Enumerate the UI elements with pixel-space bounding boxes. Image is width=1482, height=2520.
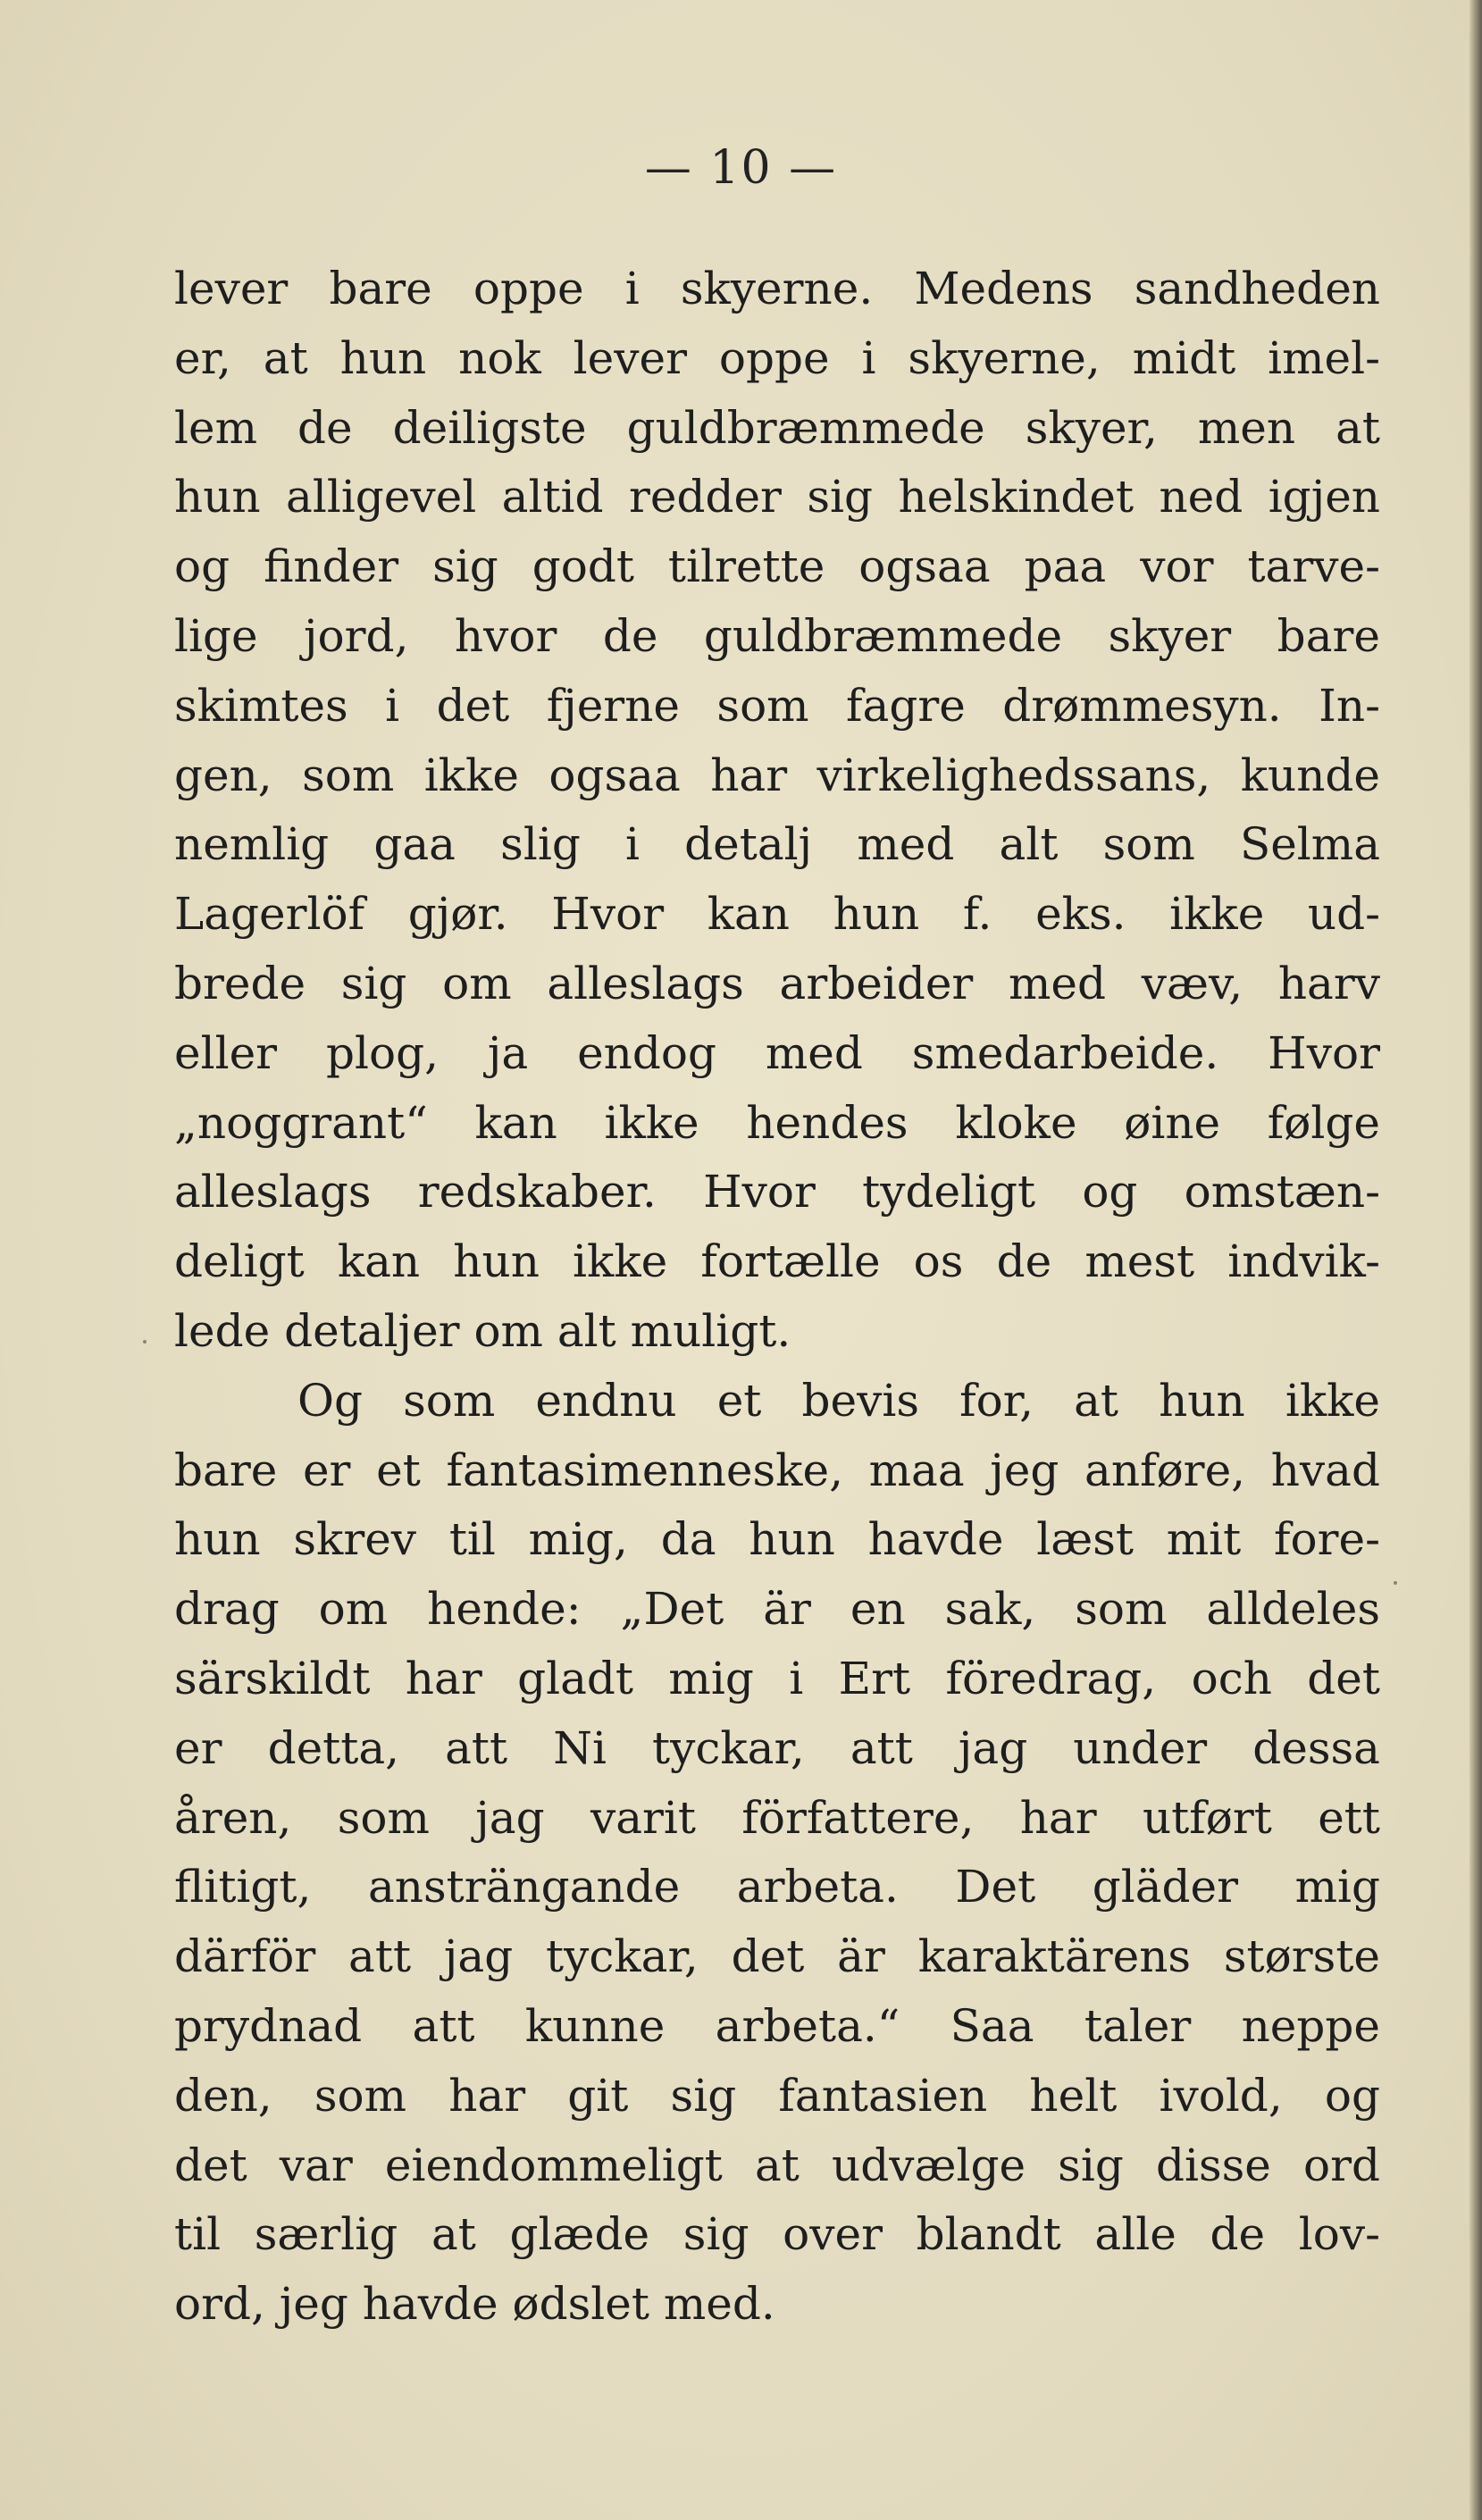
text-line: hun alligevel altid redder sig helskindet ned igjen [174, 471, 1380, 523]
text-line: prydnad att kunne arbeta.“ Saa taler neppe [174, 1999, 1380, 2052]
paper-speck [143, 1340, 147, 1344]
text-line: brede sig om alleslags arbeider med væv, harv [174, 957, 1380, 1009]
text-line: er detta, att Ni tyckar, att jag under dessa [174, 1721, 1380, 1774]
text-line: Lagerlöf gjør. Hvor kan hun f. eks. ikke ud- [174, 888, 1380, 941]
text-line: särskildt har gladt mig i Ert föredrag, och det [174, 1652, 1380, 1704]
text-line: den, som har git sig fantasien helt ivold, og [174, 2069, 1380, 2122]
text-line: hun skrev til mig, da hun havde læst mit fore- [174, 1513, 1380, 1566]
text-line: lige jord, hvor de guldbræmmede skyer bare [174, 609, 1380, 662]
paragraph-end-line: ord, jeg havde ødslet med. [174, 2278, 775, 2331]
text-line: gen, som ikke ogsaa har virkelighedssans, kunde [174, 749, 1380, 801]
text-line: er, at hun nok lever oppe i skyerne, midt imel- [174, 331, 1380, 384]
text-line: deligt kan hun ikke fortælle os de mest indvik- [174, 1235, 1380, 1288]
page-edge-shadow [1469, 0, 1482, 2520]
text-line: alleslags redskaber. Hvor tydeligt og omstæn- [174, 1166, 1380, 1218]
text-line: drag om hende: „Det är en sak, som alldeles [174, 1583, 1380, 1636]
page-number: — 10 — [644, 141, 838, 195]
text-line: flitigt, ansträngande arbeta. Det gläder mig [174, 1861, 1380, 1913]
paragraph-start-line: Og som endnu et bevis for, at hun ikke [297, 1374, 1380, 1427]
text-line: bare er et fantasimenneske, maa jeg anføre, hvad [174, 1444, 1380, 1496]
text-line: „noggrant“ kan ikke hendes kloke øine følge [174, 1096, 1380, 1149]
text-line: därför att jag tyckar, det är karaktärens største [174, 1930, 1380, 1983]
text-line: til særlig at glæde sig over blandt alle de lov- [174, 2208, 1380, 2261]
text-line: lever bare oppe i skyerne. Medens sandheden [174, 263, 1380, 314]
paper-speck [1394, 1581, 1397, 1585]
text-line: nemlig gaa slig i detalj med alt som Selma [174, 818, 1380, 871]
text-line: lem de deiligste guldbræmmede skyer, men at [174, 401, 1380, 454]
text-line: eller plog, ja endog med smedarbeide. Hvor [174, 1026, 1380, 1079]
paragraph-end-line: lede detaljer om alt muligt. [174, 1304, 791, 1357]
text-line: skimtes i det fjerne som fagre drømmesyn. In- [174, 679, 1380, 732]
text-line: og finder sig godt tilrette ogsaa paa vor tarve- [174, 540, 1380, 593]
text-line: åren, som jag varit författere, har utført ett [174, 1791, 1380, 1844]
body-text [174, 255, 1380, 2340]
text-line: det var eiendommeligt at udvælge sig disse ord [174, 2139, 1380, 2191]
